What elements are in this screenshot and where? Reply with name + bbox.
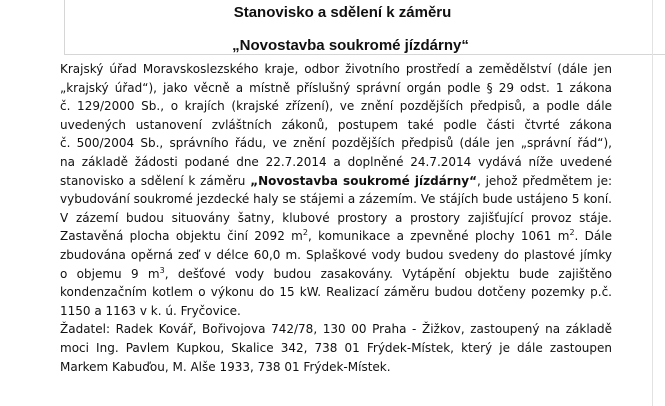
superscript-2b: 2 bbox=[569, 228, 575, 238]
superscript-3: 3 bbox=[159, 265, 165, 275]
applicant-line-3: Markem Kabuďou, M. Alše 1933, 738 01 Frýdek-Místek. bbox=[60, 359, 391, 374]
superscript-2a: 2 bbox=[302, 228, 308, 238]
body-line-6: na základě žádosti podané dne 22.7.2014 a doplněné 24.7.2014 vydává níže uvedené bbox=[60, 154, 612, 169]
body-line-14: 1150 a 1163 v k. ú. Fryčovice. bbox=[60, 303, 241, 318]
applicant-line-1: Žadatel: Radek Kovář, Bořivojova 742/78, 130 00 Praha - Žižkov, zastoupený na základě bbox=[60, 322, 612, 337]
body-line-3: č. 129/2000 Sb., o krajích (krajské zřízení), ve znění pozdějších předpisů, a podle dále bbox=[60, 99, 612, 114]
body-line-13: kondenzačním kotlem o výkonu do 15 kW. Realizací záměru budou dotčeny pozemky p.č. bbox=[60, 285, 612, 300]
area-end: . Dále bbox=[574, 229, 612, 244]
body-line-10 bbox=[60, 227, 612, 246]
body-line-2: „krajský úřad“), jako věcně a místně příslušný správní orgán podle § 29 odst. 1 zákona bbox=[60, 80, 612, 95]
project-name-bold: „Novostavba soukromé jízdárny“ bbox=[250, 173, 477, 188]
body-line-9: V zázemí budou situovány šatny, klubové prostory a prostory zajišťující provoz stáje. bbox=[60, 210, 612, 225]
area-roads: , komunikace a zpevněné plochy 1061 m bbox=[307, 229, 570, 244]
volume-start: o objemu 9 m bbox=[60, 266, 160, 281]
body-line-5: č. 500/2004 Sb., správního řádu, ve znění pozdějších předpisů (dále jen „správní řád“), bbox=[60, 136, 612, 151]
page-edge bbox=[652, 0, 653, 406]
body-line-12 bbox=[60, 265, 612, 284]
body-line-8: vybudování soukromé jezdecké haly se stájemi a zázemím. Ve stájích bude ustájeno 5 koní. bbox=[60, 192, 612, 207]
volume-end: , dešťové vody budou zasakovány. Vytápění objektu bude zajištěno bbox=[164, 266, 612, 281]
body-line-11: zbudována opěrná zeď v délce 60,0 m. Splaškové vody budou svedeny do plastové jímky bbox=[60, 247, 612, 262]
body-line-7-start: stanovisko a sdělení k záměru bbox=[60, 173, 251, 188]
document-title: Stanovisko a sdělení k záměru bbox=[233, 4, 452, 21]
area-building: Zastavěná plocha objektu činí 2092 m bbox=[60, 229, 303, 244]
body-line-7-end: , jehož předmětem je: bbox=[476, 173, 612, 188]
document-body bbox=[60, 60, 612, 376]
document-subtitle: „Novostavba soukromé jízdárny“ bbox=[232, 37, 469, 54]
body-line-1: Krajský úřad Moravskoslezského kraje, odbor životního prostředí a zemědělství (dále jen bbox=[60, 62, 612, 76]
body-line-4: uvedených ustanovení zvláštních zákonů, postupem také podle části čtvrté zákona bbox=[60, 117, 612, 132]
body-line-7 bbox=[60, 172, 612, 191]
applicant-line-2: moci Ing. Pavlem Kupkou, Skalice 342, 738 01 Frýdek-Místek, který je dále zastoupen bbox=[60, 340, 612, 355]
